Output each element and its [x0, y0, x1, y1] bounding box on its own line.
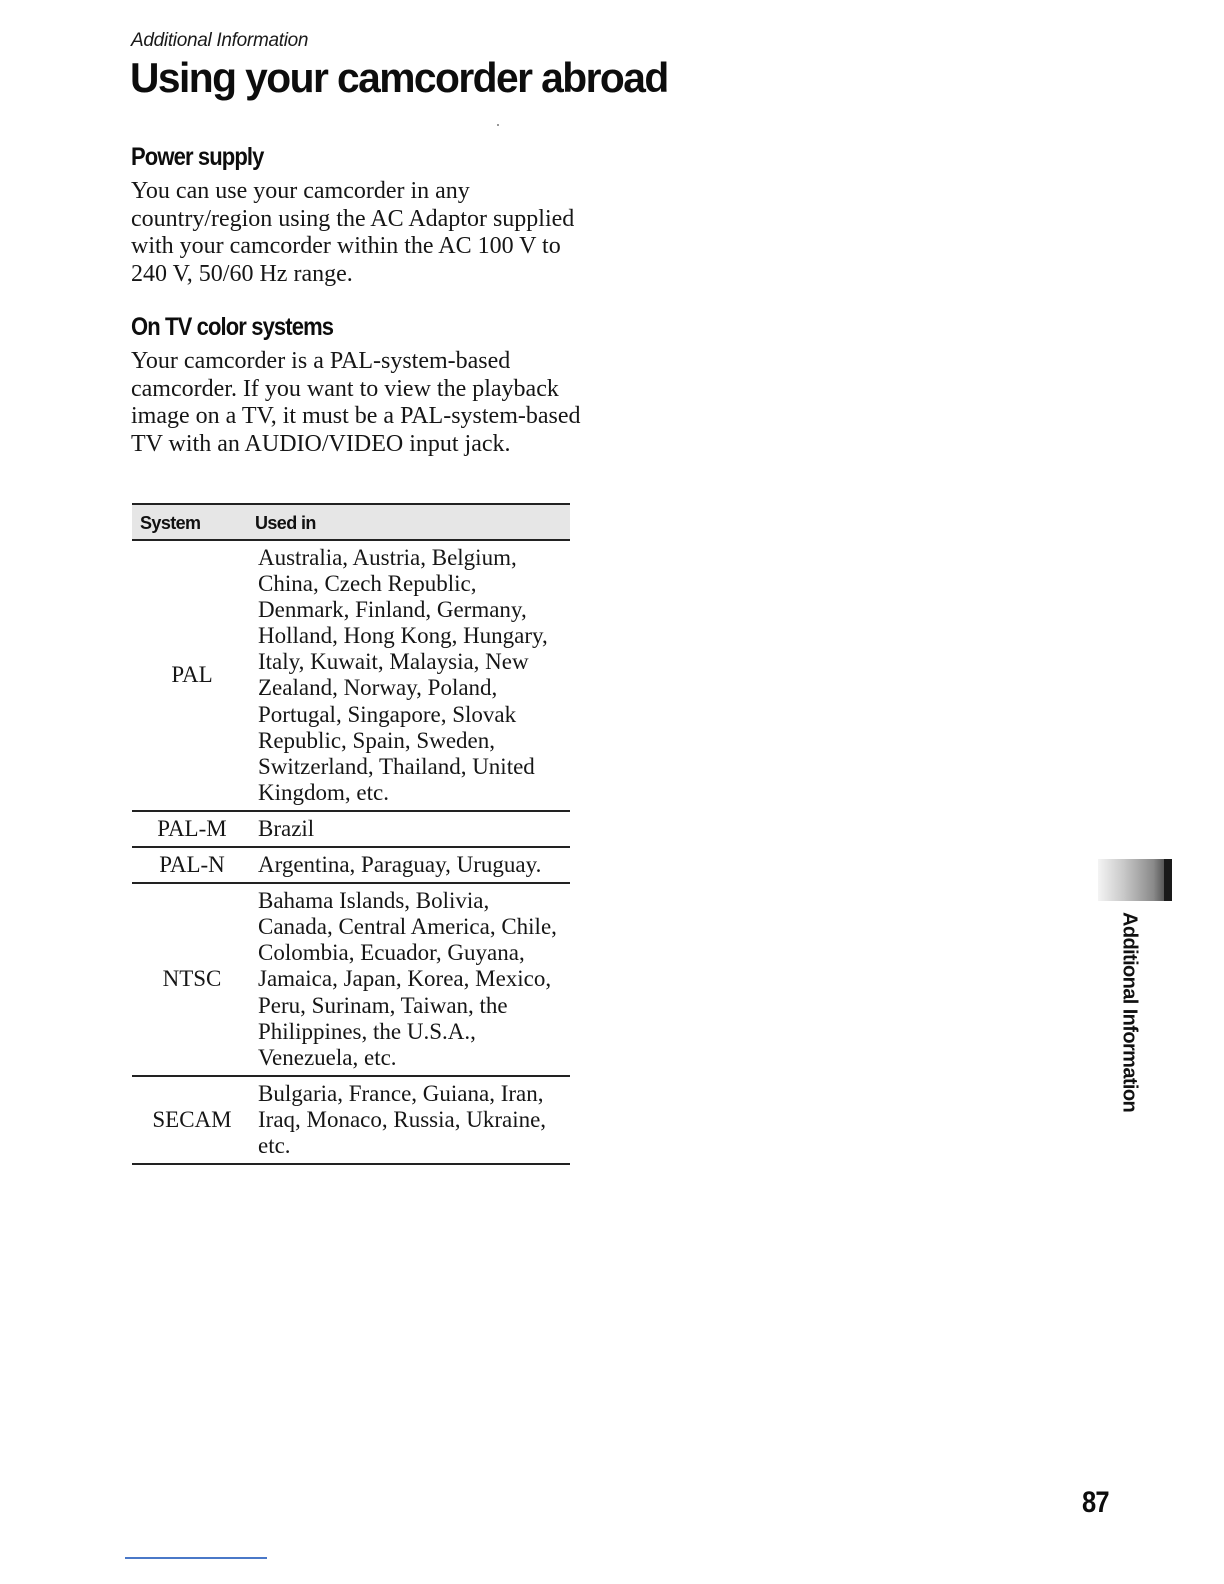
header-used-in: Used in — [252, 504, 570, 540]
table-row — [132, 811, 570, 847]
system-cell: SECAM — [152, 1106, 232, 1132]
page-number: 87 — [1082, 1486, 1109, 1519]
table-row — [132, 1076, 570, 1164]
tv-color-text: Your camcorder is a PAL-system-based camcorder. If you want to view the playback image on a TV, it must be a PAL-system-based TV with an AUDIO/VIDEO input jack. — [131, 348, 581, 457]
used-in-cell: Bahama Islands, Bolivia, Canada, Central America, Chile, Colombia, Ecuador, Guyana, Jamaica, Japan, Korea, Mexico, Peru, Surinam, Taiwan, the Philippines, the U.S.A., Venezuela, etc. — [252, 883, 570, 1076]
chapter-tab-marker — [1098, 859, 1172, 901]
power-supply-heading: Power supply — [131, 143, 264, 171]
page-title: Using your camcorder abroad — [130, 54, 668, 101]
system-cell: PAL-M — [132, 811, 252, 847]
chapter-tab-label — [1116, 912, 1142, 1112]
header-system: System — [132, 504, 252, 540]
color-systems-table — [132, 503, 570, 1165]
used-in-cell: Argentina, Paraguay, Uruguay. — [252, 847, 570, 883]
used-in-cell: Australia, Austria, Belgium, China, Czech Republic, Denmark, Finland, Germany, Holland, Hong Kong, Hungary, Italy, Kuwait, Malaysia, New Zealand, Norway, Poland, Portugal, Singapore, Slovak Republic, Spain, Sweden, Switzerland, Thailand, United Kingdom, etc. — [252, 540, 570, 811]
used-in-cell: Brazil — [252, 811, 570, 847]
power-supply-text: You can use your camcorder in any country/region using the AC Adaptor supplied with your camcorder within the AC 100 V to 240 V, 50/60 Hz range. — [131, 178, 575, 287]
system-cell: NTSC — [132, 883, 252, 1076]
table-header-row — [132, 504, 570, 540]
footer-rule — [125, 1557, 267, 1559]
section-label: Additional Information — [131, 30, 309, 51]
table-row — [132, 540, 570, 811]
system-cell: PAL — [132, 540, 252, 811]
system-cell: PAL-N — [132, 847, 252, 883]
used-in-cell: Bulgaria, France, Guiana, Iran, Iraq, Monaco, Russia, Ukraine, etc. — [258, 1080, 547, 1158]
tv-color-heading: On TV color systems — [131, 313, 334, 341]
table-row — [132, 847, 570, 883]
scan-speck — [497, 124, 499, 126]
chapter-tab-text: Additional Information — [1118, 912, 1141, 1113]
table-row — [132, 883, 570, 1076]
